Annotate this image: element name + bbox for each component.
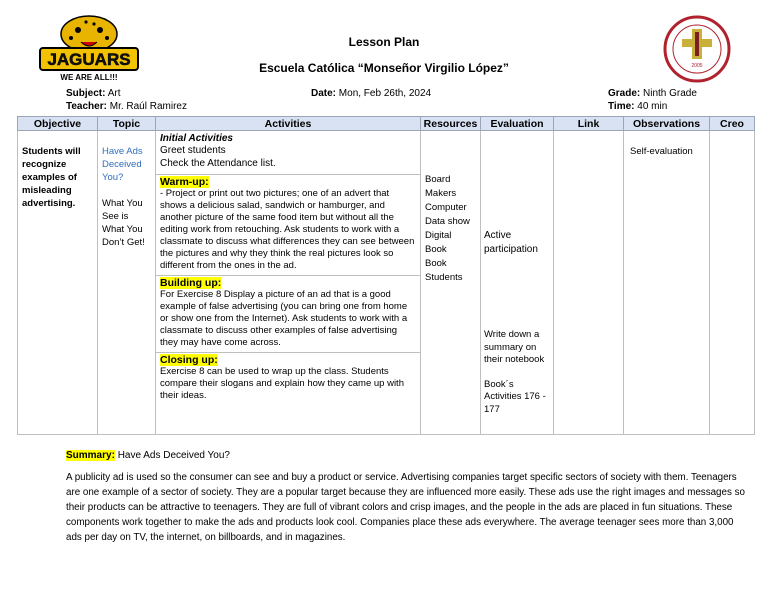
initial-activities-title: Initial Activities bbox=[160, 133, 233, 144]
grade-label: Grade: bbox=[608, 88, 641, 99]
logo-left-tagline: WE ARE ALL!!! bbox=[60, 73, 118, 82]
topic-link[interactable]: Have Ads Deceived You? bbox=[102, 146, 143, 183]
resources-cell bbox=[421, 131, 481, 435]
subject-value: Art bbox=[107, 88, 121, 99]
objective-cell: Students will recognize examples of misleading advertising. bbox=[18, 131, 98, 435]
resource-item: Board bbox=[425, 174, 451, 185]
evaluation-active: Active participation bbox=[484, 230, 538, 255]
evaluation-cell bbox=[481, 131, 554, 435]
col-objective: Objective bbox=[18, 117, 98, 131]
initial-line-2: Check the Attendance list. bbox=[160, 158, 276, 169]
initial-line-1: Greet students bbox=[160, 145, 226, 156]
summary-heading bbox=[66, 450, 230, 461]
resource-item: Students bbox=[425, 272, 463, 283]
link-cell bbox=[554, 131, 624, 435]
resource-item: Data show bbox=[425, 216, 470, 227]
observations-cell: Self-evaluation bbox=[624, 131, 710, 435]
col-resources: Resources bbox=[421, 117, 481, 131]
summary-label: Summary: bbox=[66, 450, 115, 461]
activities-cell bbox=[156, 131, 421, 435]
building-text: For Exercise 8 Display a picture of an ad that is a good example of false advertising (you can bring one from home or show one from the Internet). Ask students to work with a classmate to discuss other examples of false advertising they may have come across. bbox=[160, 289, 408, 348]
subject-label: Subject: bbox=[66, 88, 106, 99]
resource-item: Book bbox=[425, 258, 447, 269]
subject-line bbox=[66, 88, 120, 99]
table-header-row bbox=[18, 117, 755, 131]
topic-subtitle: What You See is What You Don’t Get! bbox=[102, 198, 145, 248]
teacher-line bbox=[66, 101, 187, 112]
col-topic: Topic bbox=[98, 117, 156, 131]
warmup-title: Warm-up: bbox=[160, 176, 209, 188]
table-row bbox=[18, 131, 755, 435]
resource-item: Digital bbox=[425, 230, 452, 241]
time-value: 40 min bbox=[637, 101, 668, 112]
time-label: Time: bbox=[608, 101, 635, 112]
col-observations: Observations bbox=[624, 117, 710, 131]
date-line bbox=[311, 88, 431, 99]
warmup-text: - Project or print out two pictures; one of an advert that shows a delicious salad, sandwich or hamburger, and another picture of the same food item but without all the editing work from retouching. Ask students to work with a classmate to discuss what differences they can see between the pictures and why they think the real pictures look so different from the ones in the ad. bbox=[160, 188, 415, 271]
topic-cell bbox=[98, 131, 156, 435]
school-name: Escuela Católica “Monseñor Virgilio López” bbox=[259, 61, 509, 75]
closing-section bbox=[156, 352, 420, 405]
page-title: Lesson Plan bbox=[348, 35, 420, 49]
lesson-plan-table bbox=[17, 116, 755, 435]
col-evaluation: Evaluation bbox=[481, 117, 554, 131]
svg-text:2005: 2005 bbox=[691, 63, 703, 69]
resource-item: Computer bbox=[425, 202, 467, 213]
date-value: Mon, Feb 26th, 2024 bbox=[338, 88, 432, 99]
grade-value: Ninth Grade bbox=[643, 88, 697, 99]
teacher-label: Teacher: bbox=[66, 101, 107, 112]
teacher-value: Mr. Raúl Ramirez bbox=[109, 101, 187, 112]
warmup-section bbox=[156, 174, 420, 275]
building-section bbox=[156, 275, 420, 352]
evaluation-write: Write down a summary on their notebook bbox=[484, 329, 545, 365]
logo-left-text: JAGUARS bbox=[47, 50, 131, 69]
evaluation-books: Book´s Activities 176 - 177 bbox=[484, 378, 546, 415]
creo-cell bbox=[710, 131, 755, 435]
col-creo: Creo bbox=[710, 117, 755, 131]
building-title: Building up: bbox=[160, 277, 222, 289]
col-activities: Activities bbox=[156, 117, 421, 131]
closing-text: Exercise 8 can be used to wrap up the class. Students compare their slogans and explain how they came up with their ideas. bbox=[160, 366, 404, 401]
summary-paragraph: A publicity ad is used so the consumer can see and buy a product or service. Advertising companies target specific sectors of society with them. Teenagers are one example of a sector of society. They are a popular target because they are influenced more easily. These ads use the right images and messages so their products can be attractive to teenagers. They are full of vibrant colors and crisp images, and the people in the ads are placed in fun situations. These components work together to make the ads and products look cool. Companies place these ads everywhere. The average teenager sees more than 3,000 ads per day on TV, the internet, on billboards, and in magazines. bbox=[66, 472, 745, 543]
resource-item: Makers bbox=[425, 188, 457, 199]
date-label: Date: bbox=[311, 88, 337, 99]
summary-title: Have Ads Deceived You? bbox=[117, 450, 230, 461]
time-line bbox=[608, 101, 667, 112]
grade-line bbox=[608, 88, 697, 99]
resource-item: Book bbox=[425, 244, 447, 255]
closing-title: Closing up: bbox=[160, 354, 218, 366]
col-link: Link bbox=[554, 117, 624, 131]
